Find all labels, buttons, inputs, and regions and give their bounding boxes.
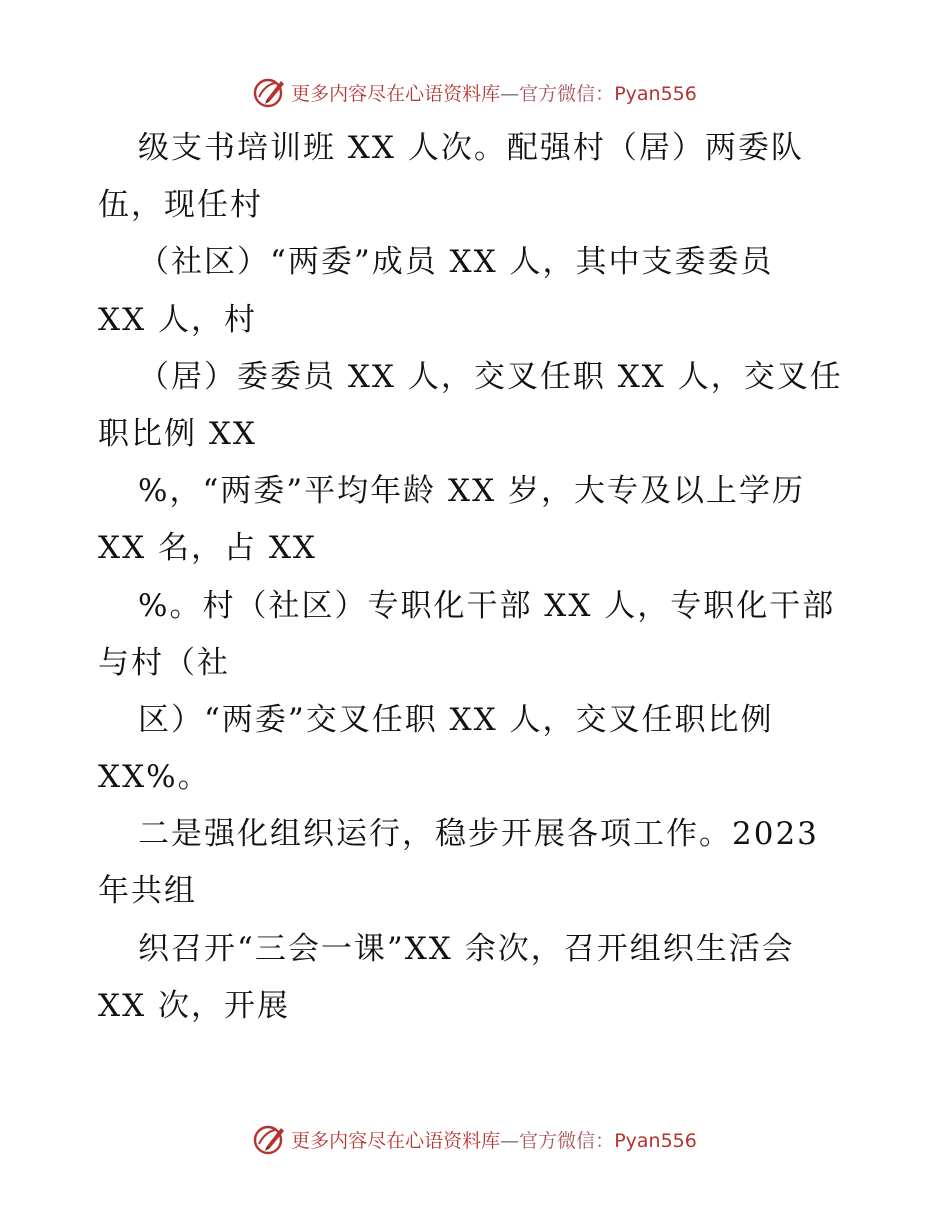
body-line: 与村（社 — [98, 644, 230, 681]
body-line: （居）委委员 XX 人，交叉任职 XX 人，交叉任 — [138, 358, 843, 395]
footer-banner-main: 更多内容尽在心语资料库 — [291, 1129, 501, 1152]
body-line: 级支书培训班 XX 人次。配强村（居）两委队 — [138, 130, 804, 166]
footer-banner-separator: — — [500, 1129, 520, 1152]
document-body — [98, 120, 858, 1035]
body-line: 织召开“三会一课”XX 余次，召开组织生活会 — [138, 930, 795, 967]
body-line: 区）“两委”交叉任职 XX 人，交叉任职比例 — [138, 701, 774, 738]
pen-nib-logo-icon — [253, 1122, 287, 1156]
body-line: XX 人，村 — [98, 301, 257, 338]
header-banner-wechat-id: Pyan556 — [614, 82, 697, 105]
header-banner — [0, 72, 950, 112]
body-line: %。村（社区）专职化干部 XX 人，专职化干部 — [138, 587, 836, 624]
body-line: 二是强化组织运行，稳步开展各项工作。2023 — [138, 816, 819, 853]
header-banner-main: 更多内容尽在心语资料库 — [291, 82, 501, 105]
body-line: 年共组 — [98, 873, 197, 910]
body-line: （社区）“两委”成员 XX 人，其中支委委员 — [138, 244, 774, 281]
body-line: %，“两委”平均年龄 XX 岁，大专及以上学历 — [138, 473, 805, 510]
footer-banner-wechat-id: Pyan556 — [614, 1129, 697, 1152]
header-banner-wechat-label: 官方微信： — [519, 82, 615, 105]
body-line: XX 名，占 XX — [98, 530, 317, 567]
footer-banner-wechat-label: 官方微信： — [519, 1129, 615, 1152]
header-banner-separator: — — [500, 82, 520, 105]
body-line: XX 次，开展 — [98, 987, 290, 1024]
footer-banner-text — [291, 1126, 697, 1153]
header-banner-text — [291, 79, 697, 106]
body-line: XX%。 — [98, 759, 211, 796]
body-line: 伍，现任村 — [98, 187, 263, 224]
footer-banner — [0, 1119, 950, 1159]
body-line: 职比例 XX — [98, 415, 257, 452]
pen-nib-logo-icon — [253, 75, 287, 109]
